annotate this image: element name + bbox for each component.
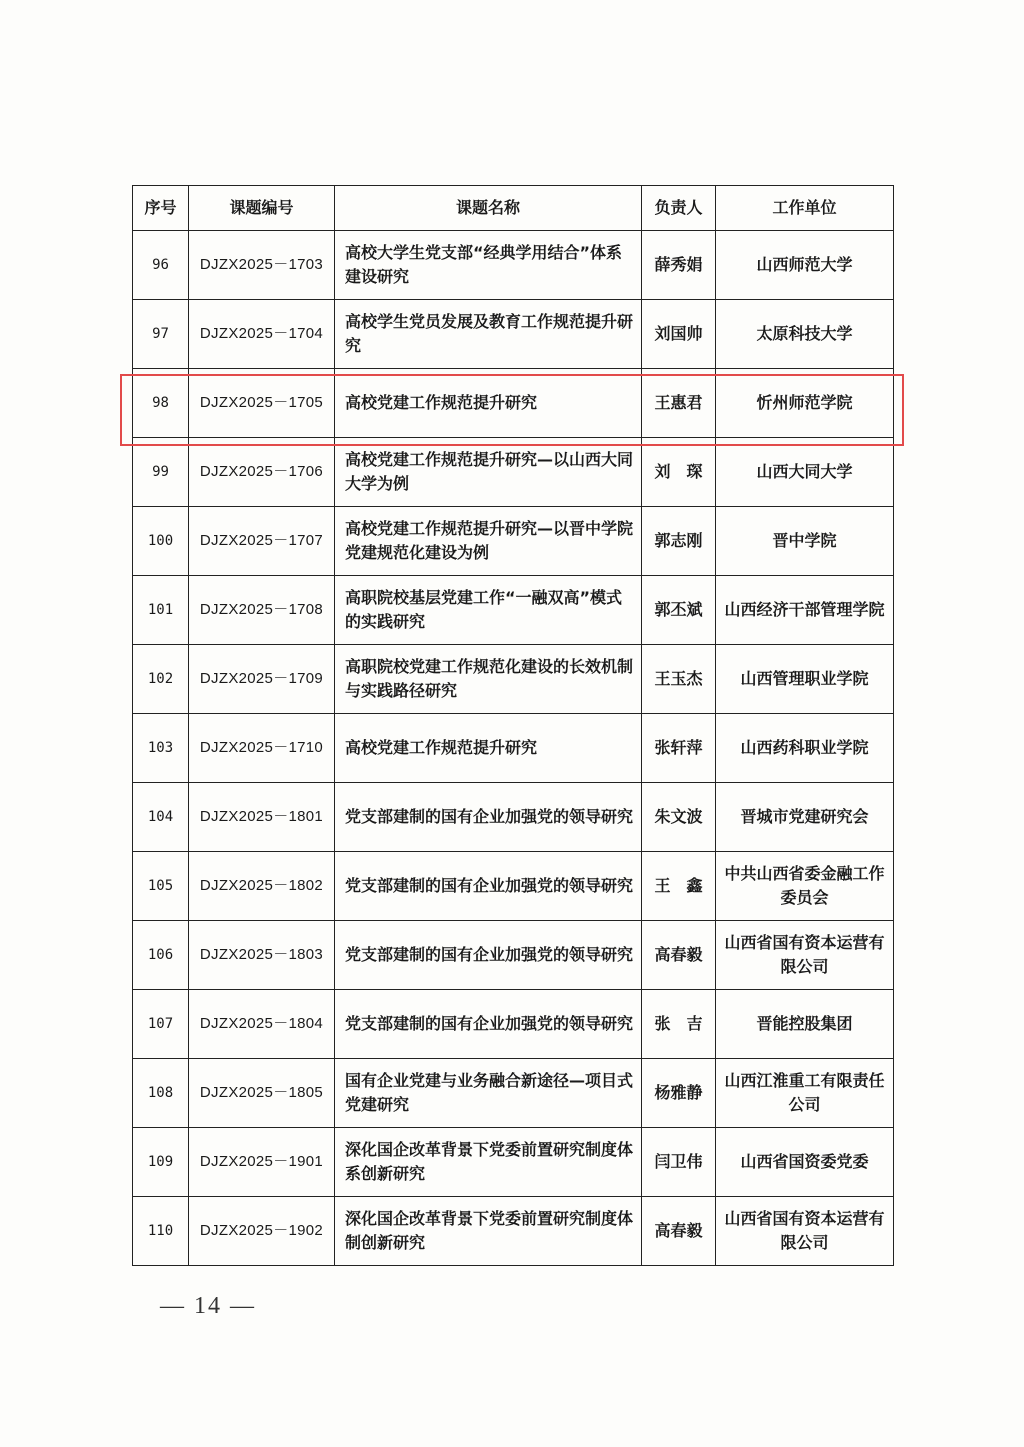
cell-title: 高职院校党建工作规范化建设的长效机制与实践路径研究 <box>335 645 642 714</box>
table-row <box>133 852 894 921</box>
cell-code: DJZX2025－1901 <box>189 1128 335 1197</box>
project-list-table <box>132 185 894 1266</box>
table-row <box>133 990 894 1059</box>
header-leader: 负责人 <box>642 186 716 231</box>
cell-unit: 山西省国有资本运营有限公司 <box>716 921 894 990</box>
cell-unit: 忻州师范学院 <box>716 369 894 438</box>
cell-code: DJZX2025－1708 <box>189 576 335 645</box>
cell-title: 高校党建工作规范提升研究—以山西大同大学为例 <box>335 438 642 507</box>
cell-code: DJZX2025－1706 <box>189 438 335 507</box>
cell-code: DJZX2025－1710 <box>189 714 335 783</box>
table-row <box>133 783 894 852</box>
header-unit: 工作单位 <box>716 186 894 231</box>
header-index: 序号 <box>133 186 189 231</box>
cell-index: 107 <box>133 990 189 1059</box>
table-row <box>133 645 894 714</box>
header-title: 课题名称 <box>335 186 642 231</box>
cell-code: DJZX2025－1803 <box>189 921 335 990</box>
cell-unit: 中共山西省委金融工作委员会 <box>716 852 894 921</box>
cell-index: 100 <box>133 507 189 576</box>
cell-unit: 山西省国有资本运营有限公司 <box>716 1197 894 1266</box>
cell-code: DJZX2025－1902 <box>189 1197 335 1266</box>
cell-leader: 刘国帅 <box>642 300 716 369</box>
cell-leader: 高春毅 <box>642 1197 716 1266</box>
cell-title: 党支部建制的国有企业加强党的领导研究 <box>335 852 642 921</box>
cell-unit: 晋能控股集团 <box>716 990 894 1059</box>
cell-leader: 郭丕斌 <box>642 576 716 645</box>
cell-leader: 郭志刚 <box>642 507 716 576</box>
cell-title: 高校学生党员发展及教育工作规范提升研究 <box>335 300 642 369</box>
cell-index: 108 <box>133 1059 189 1128</box>
cell-leader: 王玉杰 <box>642 645 716 714</box>
page-number: — 14 — <box>160 1293 256 1319</box>
cell-index: 97 <box>133 300 189 369</box>
table-body <box>133 231 894 1266</box>
cell-unit: 太原科技大学 <box>716 300 894 369</box>
cell-code: DJZX2025－1804 <box>189 990 335 1059</box>
cell-leader: 王 鑫 <box>642 852 716 921</box>
cell-index: 98 <box>133 369 189 438</box>
cell-unit: 山西省国资委党委 <box>716 1128 894 1197</box>
cell-code: DJZX2025－1805 <box>189 1059 335 1128</box>
table-row <box>133 1197 894 1266</box>
cell-code: DJZX2025－1704 <box>189 300 335 369</box>
cell-title: 深化国企改革背景下党委前置研究制度体系创新研究 <box>335 1128 642 1197</box>
cell-title: 高校党建工作规范提升研究—以晋中学院党建规范化建设为例 <box>335 507 642 576</box>
cell-title: 党支部建制的国有企业加强党的领导研究 <box>335 921 642 990</box>
cell-leader: 杨雅静 <box>642 1059 716 1128</box>
cell-leader: 张 吉 <box>642 990 716 1059</box>
cell-title: 深化国企改革背景下党委前置研究制度体制创新研究 <box>335 1197 642 1266</box>
cell-index: 109 <box>133 1128 189 1197</box>
cell-title: 高校大学生党支部“经典学用结合”体系建设研究 <box>335 231 642 300</box>
table-row <box>133 576 894 645</box>
table-row <box>133 1059 894 1128</box>
cell-code: DJZX2025－1801 <box>189 783 335 852</box>
cell-unit: 山西大同大学 <box>716 438 894 507</box>
table-row <box>133 438 894 507</box>
cell-unit: 山西管理职业学院 <box>716 645 894 714</box>
cell-leader: 朱文波 <box>642 783 716 852</box>
cell-index: 104 <box>133 783 189 852</box>
cell-leader: 刘 琛 <box>642 438 716 507</box>
cell-index: 99 <box>133 438 189 507</box>
cell-unit: 山西药科职业学院 <box>716 714 894 783</box>
cell-leader: 高春毅 <box>642 921 716 990</box>
cell-unit: 山西师范大学 <box>716 231 894 300</box>
cell-code: DJZX2025－1802 <box>189 852 335 921</box>
cell-index: 110 <box>133 1197 189 1266</box>
cell-unit: 山西经济干部管理学院 <box>716 576 894 645</box>
cell-index: 96 <box>133 231 189 300</box>
cell-unit: 晋城市党建研究会 <box>716 783 894 852</box>
cell-title: 党支部建制的国有企业加强党的领导研究 <box>335 990 642 1059</box>
cell-title: 国有企业党建与业务融合新途径—项目式党建研究 <box>335 1059 642 1128</box>
cell-leader: 闫卫伟 <box>642 1128 716 1197</box>
cell-unit: 山西江淮重工有限责任公司 <box>716 1059 894 1128</box>
table-row <box>133 507 894 576</box>
table-row <box>133 300 894 369</box>
cell-title: 高校党建工作规范提升研究 <box>335 714 642 783</box>
cell-code: DJZX2025－1707 <box>189 507 335 576</box>
table-row <box>133 921 894 990</box>
cell-code: DJZX2025－1705 <box>189 369 335 438</box>
table-row <box>133 231 894 300</box>
cell-code: DJZX2025－1709 <box>189 645 335 714</box>
table-header-row <box>133 186 894 231</box>
cell-leader: 王惠君 <box>642 369 716 438</box>
cell-index: 102 <box>133 645 189 714</box>
table-row <box>133 1128 894 1197</box>
cell-leader: 张轩萍 <box>642 714 716 783</box>
table-row <box>133 369 894 438</box>
table-row <box>133 714 894 783</box>
cell-title: 党支部建制的国有企业加强党的领导研究 <box>335 783 642 852</box>
cell-index: 105 <box>133 852 189 921</box>
cell-index: 106 <box>133 921 189 990</box>
header-code: 课题编号 <box>189 186 335 231</box>
cell-index: 103 <box>133 714 189 783</box>
cell-title: 高职院校基层党建工作“一融双高”模式的实践研究 <box>335 576 642 645</box>
cell-code: DJZX2025－1703 <box>189 231 335 300</box>
cell-title: 高校党建工作规范提升研究 <box>335 369 642 438</box>
cell-index: 101 <box>133 576 189 645</box>
cell-unit: 晋中学院 <box>716 507 894 576</box>
cell-leader: 薛秀娟 <box>642 231 716 300</box>
